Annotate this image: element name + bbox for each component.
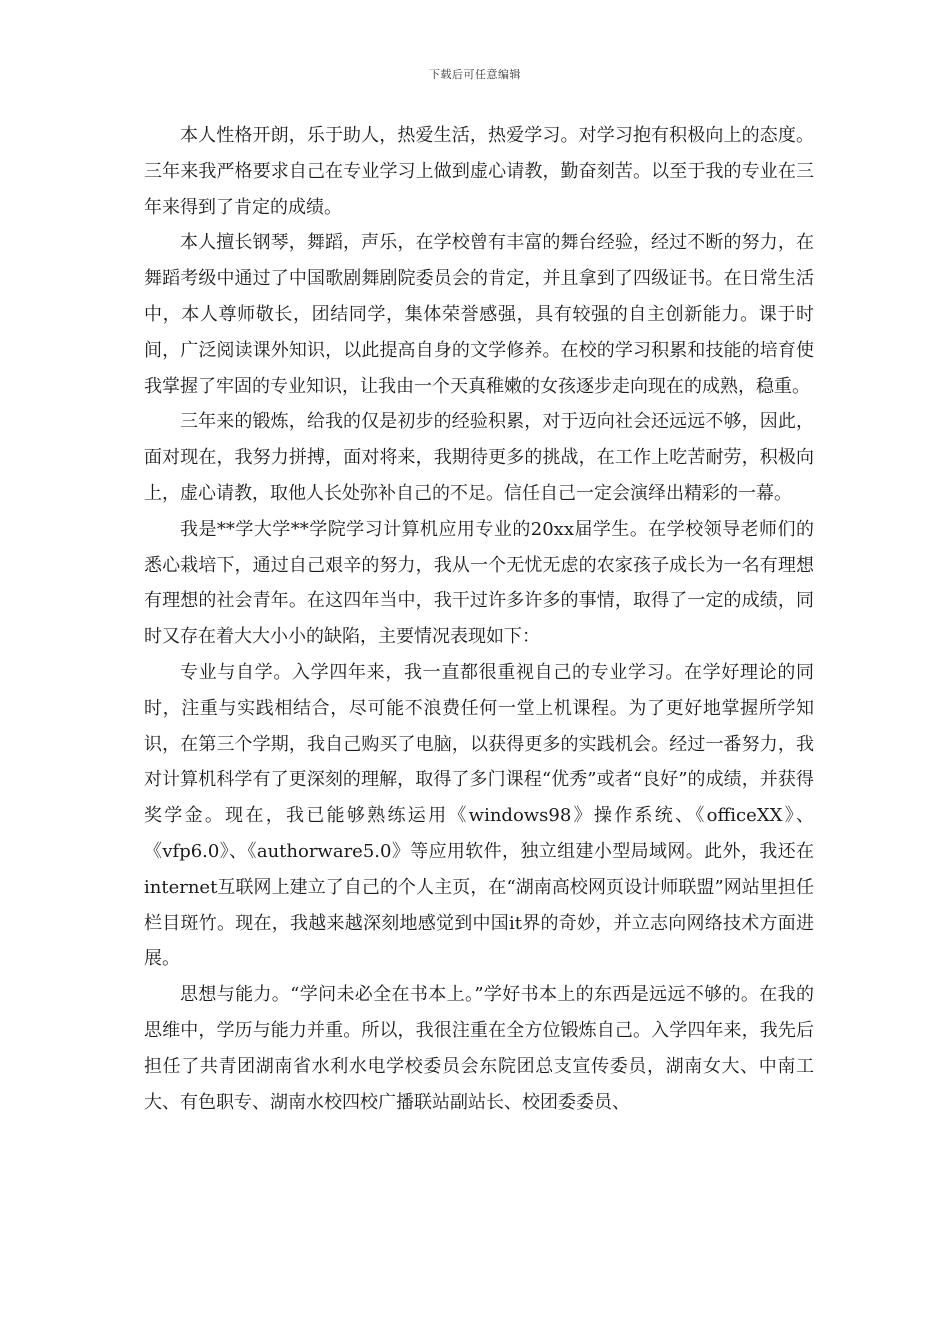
paragraph-thought-ability: 思想与能力。“学问未必全在书本上。”学好书本上的东西是远远不够的。在我的思维中，学历与能力并重。所以，我很注重在全方位锻炼自己。入学四年来，我先后担任了共青团湖南省水利水电学校委员会东院团总支宣传委员，湖南女大、中南工大、有色职专、湖南水校四校广播联站副站长、校团委委员、 [144,984,814,1113]
document-body [144,118,814,1120]
paragraph-introduction: 我是**学大学**学院学习计算机应用专业的20xx届学生。在学校领导老师们的悉心栽培下，通过自己艰辛的努力，我从一个无忧无虑的农家孩子成长为一名有理想有理想的社会青年。在这四年当中，我干过许多许多的事情，取得了一定的成绩，同时又存在着大大小小的缺陷，主要情况表现如下： [144,518,814,648]
paragraph-outlook: 三年来的锻炼，给我的仅是初步的经验积累，对于迈向社会还远远不够，因此，面对现在，我努力拼搏，面对将来，我期待更多的挑战，在工作上吃苦耐劳，积极向上，虚心请教，取他人长处弥补自己的不足。信任自己一定会演绎出精彩的一幕。 [144,411,814,504]
page-header: 下载后可任意编辑 [429,68,521,81]
paragraph-personality: 本人性格开朗，乐于助人，热爱生活，热爱学习。对学习抱有积极向上的态度。三年来我严格要求自己在专业学习上做到虚心请教，勤奋刻苦。以至于我的专业在三年来得到了肯定的成绩。 [144,125,814,218]
paragraph-talents: 本人擅长钢琴，舞蹈，声乐，在学校曾有丰富的舞台经验，经过不断的努力，在舞蹈考级中通过了中国歌剧舞剧院委员会的肯定，并且拿到了四级证书。在日常生活中，本人尊师敬长，团结同学，集体荣誉感强，具有较强的自主创新能力。课于时间，广泛阅读课外知识，以此提高自身的文学修养。在校的学习积累和技能的培育使我掌握了牢固的专业知识，让我由一个天真稚嫩的女孩逐步走向现在的成熟，稳重。 [144,232,814,397]
paragraph-major-study: 专业与自学。入学四年来，我一直都很重视自己的专业学习。在学好理论的同时，注重与实践相结合，尽可能不浪费任何一堂上机课程。为了更好地掌握所学知识，在第三个学期，我自己购买了电脑，以获得更多的实践机会。经过一番努力，我对计算机科学有了更深刻的理解，取得了多门课程“优秀”或者“良好”的成绩，并获得奖学金。现在，我已能够熟练运用《windows98》操作系统、《officeXX》、《vfp6.0》、《authorware5.0》等应用软件，独立组建小型局域网。此外，我还在internet互联网上建立了自己的个人主页，在“湖南高校网页设计师联盟”网站里担任栏目斑竹。现在，我越来越深刻地感觉到中国it界的奇妙，并立志向网络技术方面进展。 [144,661,814,970]
